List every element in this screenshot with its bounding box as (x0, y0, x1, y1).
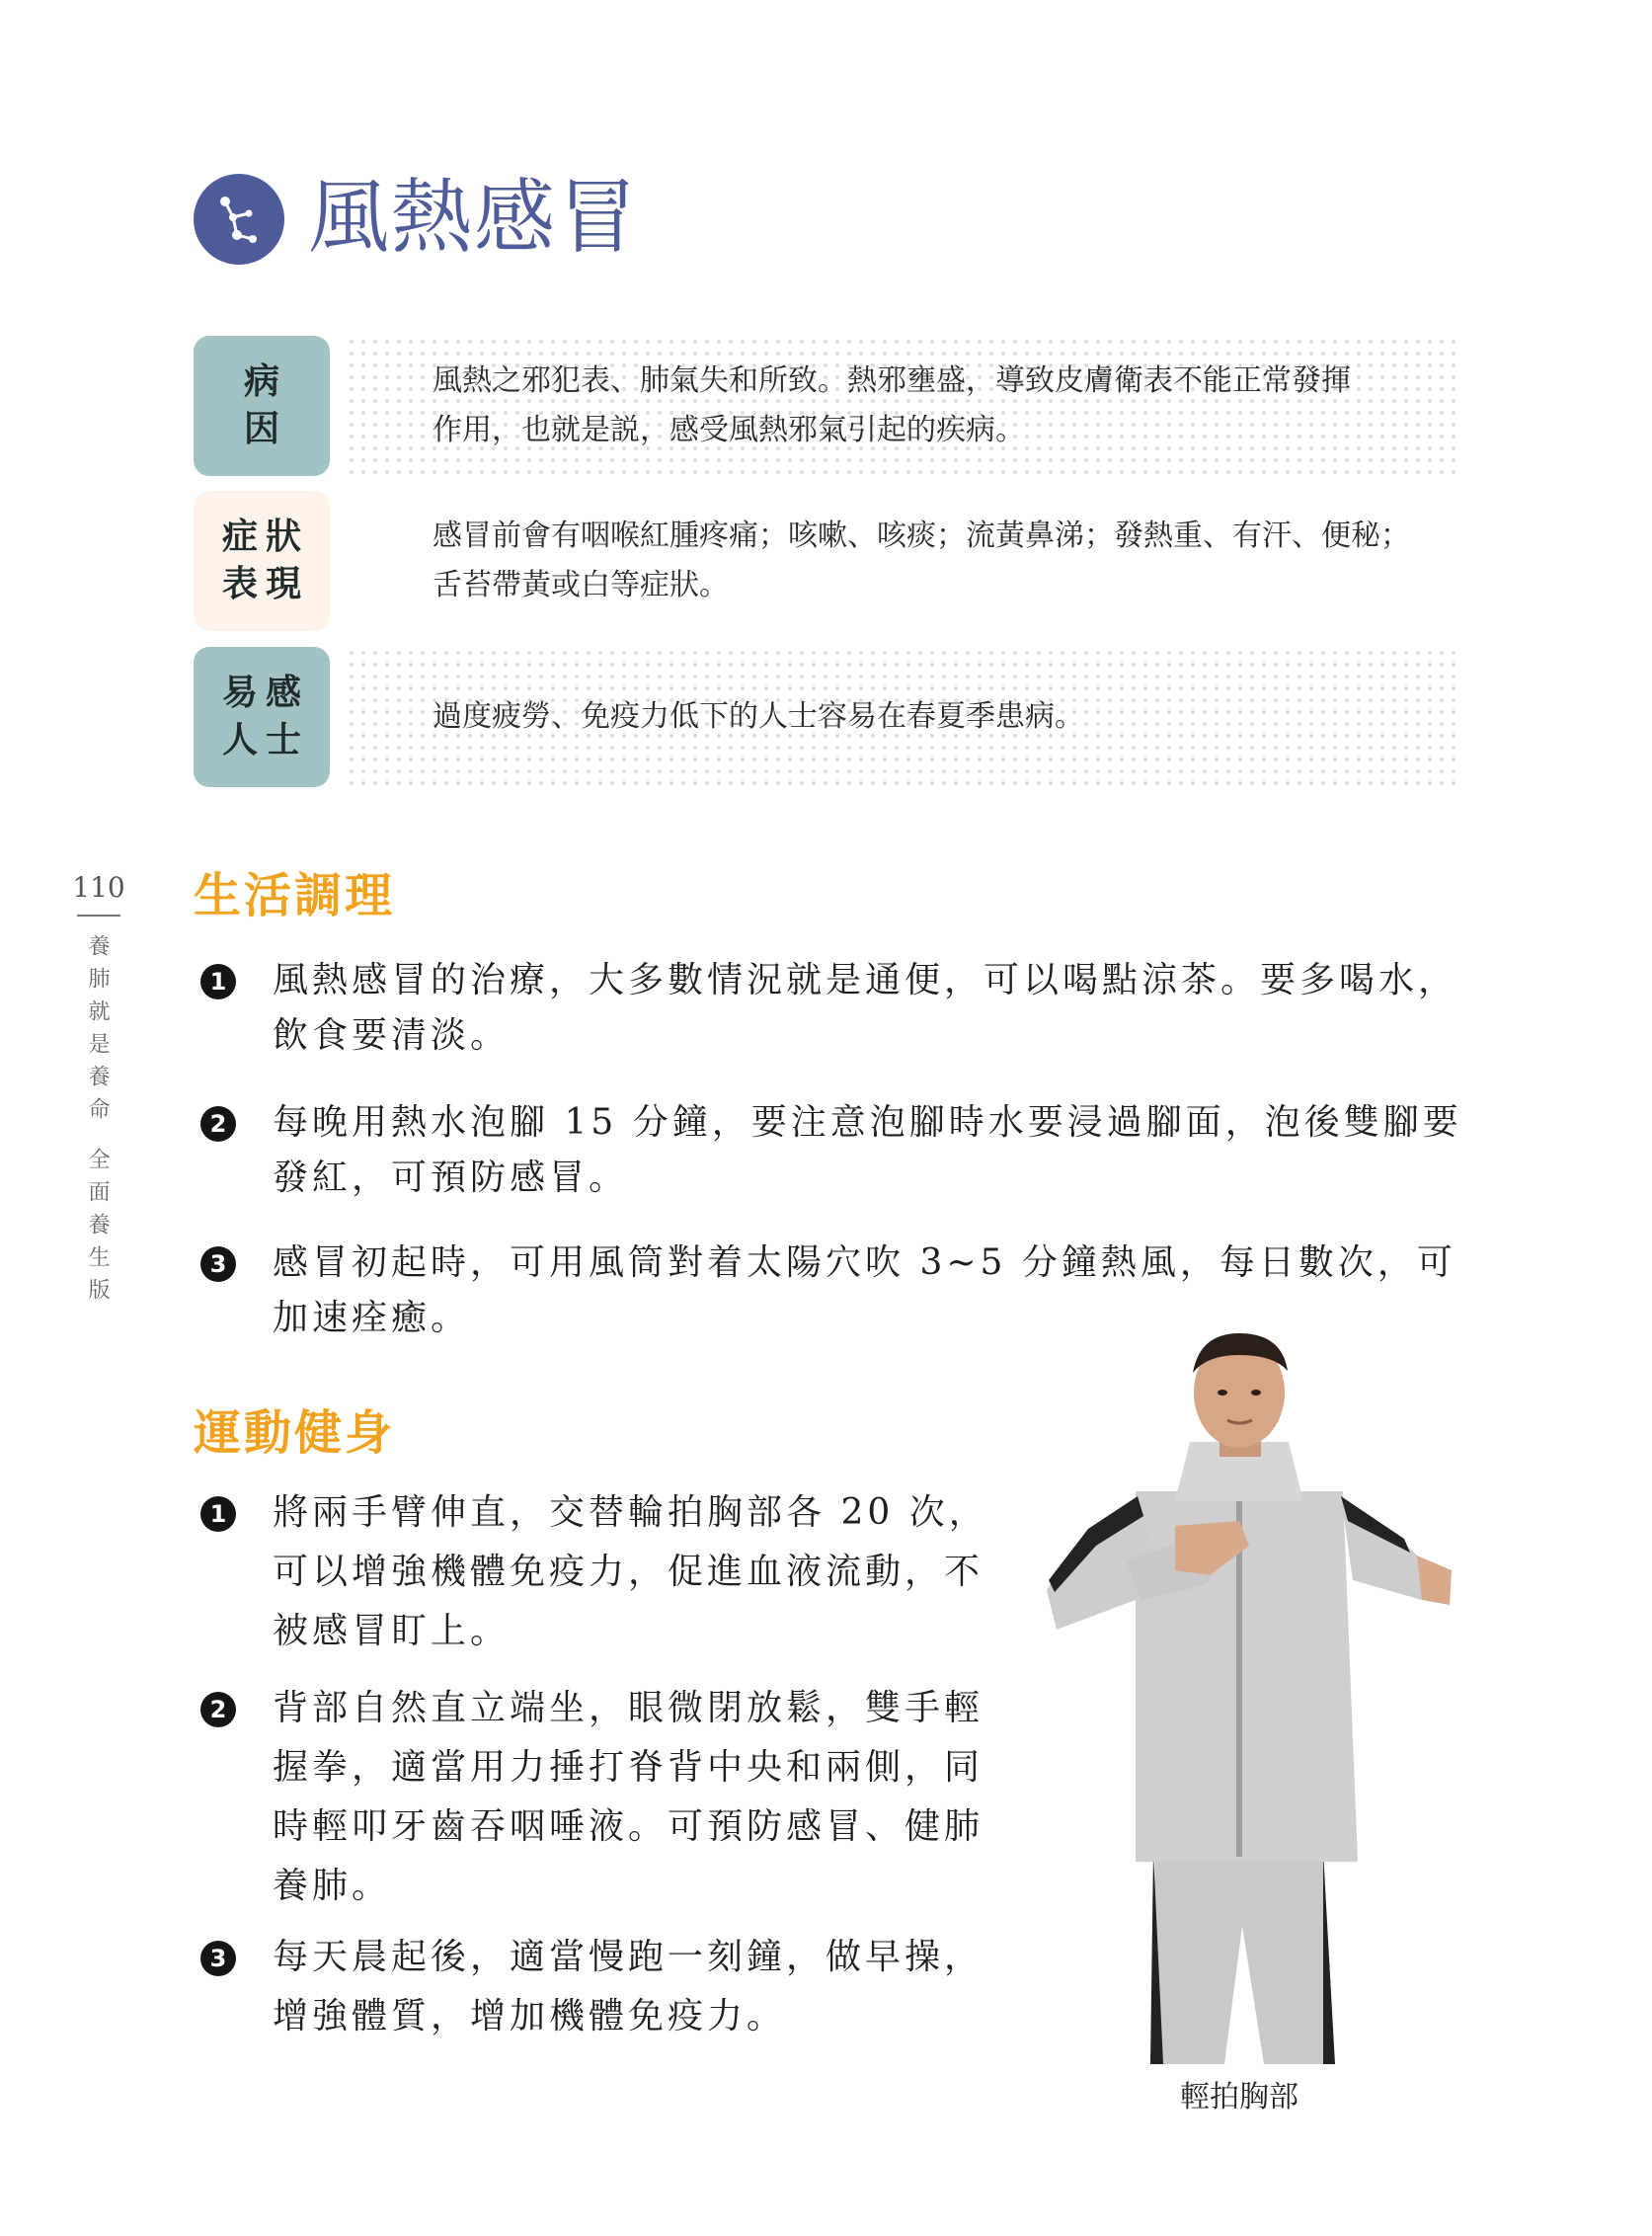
list-item-text: 將兩手臂伸直，交替輪拍胸部各 20 次， 可以增強機體免疫力，促進血液流動，不 被感冒盯上。 (273, 1492, 988, 1651)
info-row-symptoms (194, 491, 1457, 631)
section-title-sport: 運動健身 (194, 1405, 396, 1461)
info-row-cause (194, 336, 1457, 476)
photo-caption: 輕拍胸部 (1180, 2080, 1298, 2115)
book-title: 養肺就是養命 全面養生版 (85, 934, 110, 1311)
page-number: 110 (72, 871, 125, 904)
info-text: 感冒前會有咽喉紅腫疼痛；咳嗽、咳痰；流黃鼻涕；發熱重、有汗、便秘； 舌苔帶黃或白等症狀。 (433, 519, 1410, 602)
list-item-text: 背部自然直立端坐，眼微閉放鬆，雙手輕 握拳，適當用力捶打脊背中央和兩側，同 時輕叩牙齒吞咽唾液。可預防感冒、健肺 養肺。 (273, 1688, 984, 1906)
info-body (346, 491, 1457, 631)
info-row-susceptible (194, 647, 1457, 787)
page-title: 風熱感冒 (308, 171, 641, 265)
number-badge: 3 (200, 1246, 236, 1282)
section-title-life: 生活調理 (194, 868, 396, 923)
number-badge: 1 (200, 964, 236, 999)
info-text: 過度疲勞、免疫力低下的人士容易在春夏季患病。 (433, 699, 1084, 734)
info-label: 病 因 (194, 336, 330, 476)
number-badge: 1 (200, 1496, 236, 1532)
constellation-icon (194, 174, 284, 265)
number-badge: 3 (200, 1941, 236, 1976)
info-label: 症狀 表現 (194, 491, 330, 631)
list-item-text: 風熱感冒的治療，大多數情況就是通便，可以喝點涼茶。要多喝水， 飲食要清淡。 (273, 960, 1458, 1056)
number-badge: 2 (200, 1106, 236, 1142)
list-item-text: 每天晨起後，適當慢跑一刻鐘，做早操， 增強體質，增加機體免疫力。 (273, 1937, 984, 2036)
info-label: 易感 人士 (194, 647, 330, 787)
info-body (346, 336, 1457, 476)
exercise-photo (1027, 1333, 1452, 2064)
info-body (346, 647, 1457, 787)
list-item-text: 每晚用熱水泡腳 15 分鐘，要注意泡腳時水要浸過腳面，泡後雙腳要 發紅，可預防感冒。 (273, 1102, 1462, 1198)
list-item-text: 感冒初起時，可用風筒對着太陽穴吹 3~5 分鐘熱風，每日數次，可 加速痊癒。 (273, 1242, 1456, 1338)
number-badge: 2 (200, 1692, 236, 1727)
page-number-rule (77, 915, 120, 917)
info-text: 風熱之邪犯表、肺氣失和所致。熱邪壅盛，導致皮膚衛表不能正常發揮 作用，也就是説，感受風熱邪氣引起的疾病。 (433, 363, 1351, 447)
